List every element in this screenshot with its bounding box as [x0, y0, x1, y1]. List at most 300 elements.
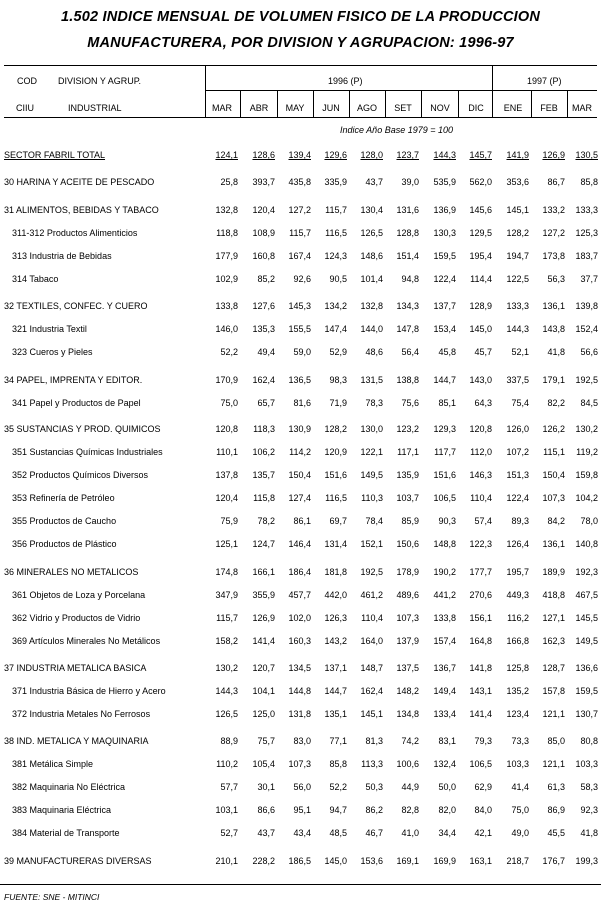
- row-value: 45,7: [474, 347, 492, 357]
- row-value: 162,4: [252, 375, 275, 385]
- row-value: 61,3: [547, 782, 565, 792]
- row-value: 442,0: [324, 590, 347, 600]
- row-value: 106,2: [252, 447, 275, 457]
- row-value: 108,9: [252, 228, 275, 238]
- row-value: 82,8: [401, 805, 419, 815]
- row-value: 89,3: [511, 516, 529, 526]
- row-value: 535,9: [433, 177, 456, 187]
- table-row: [0, 663, 601, 677]
- row-value: 75,9: [220, 516, 238, 526]
- row-value: 149,5: [575, 636, 598, 646]
- table-row: [0, 205, 601, 219]
- table-row: [0, 709, 601, 723]
- row-value: 106,5: [469, 759, 492, 769]
- row-value: 153,4: [433, 324, 456, 334]
- row-value: 218,7: [506, 856, 529, 866]
- row-value: 131,6: [396, 205, 419, 215]
- row-value: 144,7: [433, 375, 456, 385]
- row-value: 228,2: [252, 856, 275, 866]
- header-month: ENE: [503, 103, 523, 113]
- row-value: 84,2: [547, 516, 565, 526]
- row-value: 110,2: [216, 759, 238, 769]
- title-line-1: 1.502 INDICE MENSUAL DE VOLUMEN FISICO DE LA PRODUCCION: [60, 9, 541, 25]
- row-value: 192,5: [575, 375, 598, 385]
- table-row: [0, 398, 601, 412]
- row-value: 123,7: [396, 150, 419, 160]
- row-value: 128,6: [252, 150, 275, 160]
- row-label: 383 Maquinaria Eléctrica: [12, 805, 112, 815]
- row-value: 181,8: [324, 567, 347, 577]
- month-divider: [313, 90, 314, 118]
- row-value: 125,0: [252, 709, 275, 719]
- row-value: 46,7: [365, 828, 383, 838]
- row-value: 92,3: [580, 805, 598, 815]
- row-value: 128,0: [360, 150, 383, 160]
- row-value: 132,4: [433, 759, 456, 769]
- row-value: 189,9: [542, 567, 565, 577]
- row-value: 116,5: [325, 228, 347, 238]
- row-value: 166,8: [506, 636, 529, 646]
- row-value: 74,2: [401, 736, 419, 746]
- row-label: 321 Industria Textil: [12, 324, 87, 334]
- row-value: 52,2: [220, 347, 238, 357]
- row-label: 323 Cueros y Pieles: [12, 347, 93, 357]
- header-month: JUN: [322, 103, 340, 113]
- row-value: 132,8: [360, 301, 383, 311]
- row-value: 113,3: [361, 759, 383, 769]
- row-value: 418,8: [542, 590, 565, 600]
- row-value: 75,4: [511, 398, 529, 408]
- row-value: 126,0: [506, 424, 529, 434]
- row-value: 125,1: [215, 539, 238, 549]
- header-month: DIC: [468, 103, 484, 113]
- row-value: 52,1: [511, 347, 529, 357]
- row-label: 311-312 Productos Alimenticios: [12, 228, 138, 238]
- row-value: 128,2: [324, 424, 347, 434]
- row-value: 173,8: [542, 251, 565, 261]
- row-value: 145,1: [506, 205, 529, 215]
- row-value: 145,3: [288, 301, 311, 311]
- row-value: 127,4: [288, 493, 311, 503]
- row-value: 145,0: [324, 856, 347, 866]
- row-value: 562,0: [469, 177, 492, 187]
- row-value: 133,2: [542, 205, 565, 215]
- row-value: 134,5: [288, 663, 311, 673]
- row-value: 127,1: [542, 613, 565, 623]
- row-value: 133,8: [215, 301, 238, 311]
- header-month: MAR: [572, 103, 592, 113]
- row-value: 37,7: [580, 274, 598, 284]
- row-value: 126,5: [360, 228, 383, 238]
- row-value: 130,0: [360, 424, 383, 434]
- row-value: 130,3: [433, 228, 456, 238]
- row-value: 131,5: [360, 375, 383, 385]
- row-value: 103,3: [506, 759, 529, 769]
- row-value: 133,4: [433, 709, 456, 719]
- row-value: 120,4: [252, 205, 275, 215]
- row-label: 35 SUSTANCIAS Y PROD. QUIMICOS: [4, 424, 161, 434]
- header-year-1996: 1996 (P): [328, 76, 363, 86]
- row-value: 145,1: [360, 709, 383, 719]
- row-value: 130,7: [575, 709, 598, 719]
- row-value: 143,8: [542, 324, 565, 334]
- row-value: 45,8: [438, 347, 456, 357]
- table-row: [0, 567, 601, 581]
- row-value: 134,2: [324, 301, 347, 311]
- row-value: 143,1: [469, 686, 492, 696]
- row-value: 335,9: [324, 177, 347, 187]
- row-value: 159,5: [433, 251, 456, 261]
- row-value: 75,7: [257, 736, 275, 746]
- row-value: 105,4: [252, 759, 275, 769]
- row-label: 36 MINERALES NO METALICOS: [4, 567, 139, 577]
- row-value: 107,3: [288, 759, 311, 769]
- row-value: 120,9: [324, 447, 347, 457]
- row-label: 314 Tabaco: [12, 274, 59, 284]
- row-value: 174,8: [215, 567, 238, 577]
- row-value: 130,9: [288, 424, 311, 434]
- row-value: 101,4: [360, 274, 383, 284]
- row-value: 393,7: [252, 177, 275, 187]
- row-value: 151,6: [324, 470, 347, 480]
- row-value: 139,4: [288, 150, 311, 160]
- row-value: 25,8: [220, 177, 238, 187]
- row-value: 149,5: [360, 470, 383, 480]
- table-row: [0, 759, 601, 773]
- row-value: 52,2: [329, 782, 347, 792]
- row-value: 56,6: [580, 347, 598, 357]
- header-ciiu: CIIU: [16, 103, 34, 113]
- row-value: 81,3: [365, 736, 383, 746]
- row-value: 121,1: [542, 709, 565, 719]
- row-value: 145,0: [469, 324, 492, 334]
- row-value: 134,3: [396, 301, 419, 311]
- row-value: 144,3: [215, 686, 238, 696]
- row-value: 169,9: [433, 856, 456, 866]
- table-row: [0, 493, 601, 507]
- row-value: 141,4: [469, 709, 492, 719]
- row-value: 43,4: [293, 828, 311, 838]
- table-row: [0, 424, 601, 438]
- row-value: 128,9: [469, 301, 492, 311]
- row-value: 104,2: [575, 493, 598, 503]
- row-value: 146,4: [288, 539, 311, 549]
- row-value: 131,8: [288, 709, 311, 719]
- row-label: 352 Productos Químicos Diversos: [12, 470, 149, 480]
- month-divider: [458, 90, 459, 118]
- row-label: 39 MANUFACTURERAS DIVERSAS: [4, 856, 152, 866]
- row-value: 115,7: [216, 613, 238, 623]
- row-value: 178,9: [396, 567, 419, 577]
- header-month: NOV: [430, 103, 450, 113]
- row-value: 73,3: [511, 736, 529, 746]
- row-value: 57,7: [220, 782, 238, 792]
- table-row: [0, 590, 601, 604]
- row-value: 143,0: [469, 375, 492, 385]
- row-value: 141,9: [506, 150, 529, 160]
- row-value: 137,5: [396, 663, 419, 673]
- row-value: 136,6: [575, 663, 598, 673]
- row-value: 95,1: [293, 805, 311, 815]
- row-value: 133,8: [433, 613, 456, 623]
- row-label: 369 Artículos Minerales No Metálicos: [12, 636, 161, 646]
- row-value: 162,4: [360, 686, 383, 696]
- row-value: 135,2: [506, 686, 529, 696]
- row-value: 85,9: [401, 516, 419, 526]
- row-value: 120,4: [215, 493, 238, 503]
- row-value: 144,3: [506, 324, 529, 334]
- row-value: 103,3: [575, 759, 598, 769]
- row-value: 62,9: [474, 782, 492, 792]
- row-value: 148,6: [360, 251, 383, 261]
- table-row: [0, 274, 601, 288]
- row-value: 41,8: [547, 347, 565, 357]
- row-value: 83,0: [293, 736, 311, 746]
- row-value: 160,8: [252, 251, 275, 261]
- header-month: SET: [394, 103, 412, 113]
- row-value: 58,3: [580, 782, 598, 792]
- table-row: [0, 613, 601, 627]
- row-value: 122,4: [506, 493, 529, 503]
- row-value: 157,8: [542, 686, 565, 696]
- row-value: 159,5: [575, 686, 598, 696]
- row-value: 128,2: [506, 228, 529, 238]
- row-value: 86,6: [257, 805, 275, 815]
- row-value: 149,4: [433, 686, 456, 696]
- row-value: 131,4: [324, 539, 347, 549]
- row-value: 115,7: [325, 205, 347, 215]
- row-value: 179,1: [542, 375, 565, 385]
- row-value: 141,4: [252, 636, 275, 646]
- row-value: 164,0: [360, 636, 383, 646]
- header-divider: [205, 90, 597, 91]
- row-value: 126,4: [506, 539, 529, 549]
- row-value: 147,4: [324, 324, 347, 334]
- row-value: 85,8: [580, 177, 598, 187]
- row-label: 361 Objetos de Loza y Porcelana: [12, 590, 146, 600]
- row-value: 176,7: [542, 856, 565, 866]
- row-label: 384 Material de Transporte: [12, 828, 120, 838]
- row-value: 150,4: [542, 470, 565, 480]
- footer-divider: [0, 884, 601, 885]
- row-value: 177,7: [469, 567, 492, 577]
- row-value: 194,7: [506, 251, 529, 261]
- row-value: 169,1: [396, 856, 419, 866]
- row-value: 42,1: [474, 828, 492, 838]
- row-value: 118,8: [216, 228, 238, 238]
- row-value: 50,0: [438, 782, 456, 792]
- row-value: 449,3: [506, 590, 529, 600]
- row-value: 123,2: [396, 424, 419, 434]
- row-value: 158,2: [215, 636, 238, 646]
- table-row: [0, 782, 601, 796]
- row-value: 136,9: [433, 205, 456, 215]
- row-value: 78,3: [365, 398, 383, 408]
- row-value: 130,4: [360, 205, 383, 215]
- row-value: 127,2: [288, 205, 311, 215]
- row-value: 79,3: [474, 736, 492, 746]
- table-row: [0, 856, 601, 870]
- row-value: 81,6: [293, 398, 311, 408]
- row-value: 94,8: [401, 274, 419, 284]
- row-value: 144,7: [324, 686, 347, 696]
- row-value: 199,3: [575, 856, 598, 866]
- month-divider: [421, 90, 422, 118]
- row-value: 461,2: [360, 590, 383, 600]
- row-value: 151,3: [506, 470, 529, 480]
- row-value: 126,5: [215, 709, 238, 719]
- row-value: 114,2: [289, 447, 311, 457]
- row-value: 122,5: [506, 274, 529, 284]
- row-value: 145,6: [469, 205, 492, 215]
- row-value: 132,8: [215, 205, 238, 215]
- table-row: [0, 516, 601, 530]
- row-value: 43,7: [257, 828, 275, 838]
- row-value: 112,0: [470, 447, 492, 457]
- row-value: 119,2: [576, 447, 598, 457]
- row-value: 124,7: [252, 539, 275, 549]
- row-value: 148,2: [396, 686, 419, 696]
- row-label: 32 TEXTILES, CONFEC. Y CUERO: [4, 301, 148, 311]
- row-value: 136,1: [542, 539, 565, 549]
- row-value: 337,5: [506, 375, 529, 385]
- row-value: 56,3: [547, 274, 565, 284]
- row-value: 107,2: [506, 447, 529, 457]
- row-value: 115,7: [289, 228, 311, 238]
- row-value: 353,6: [506, 177, 529, 187]
- row-value: 78,4: [365, 516, 383, 526]
- row-value: 137,1: [324, 663, 347, 673]
- row-value: 159,8: [575, 470, 598, 480]
- row-label: 382 Maquinaria No Eléctrica: [12, 782, 126, 792]
- row-value: 106,5: [433, 493, 456, 503]
- row-value: 45,5: [547, 828, 565, 838]
- row-value: 457,7: [288, 590, 311, 600]
- row-value: 133,3: [575, 205, 598, 215]
- row-label: 372 Industria Metales No Ferrosos: [12, 709, 151, 719]
- row-value: 65,7: [257, 398, 275, 408]
- header-year-1997: 1997 (P): [527, 76, 562, 86]
- row-value: 139,8: [575, 301, 598, 311]
- header-month: ABR: [249, 103, 269, 113]
- row-value: 146,0: [215, 324, 238, 334]
- source-note: FUENTE: SNE - MITINCI: [4, 892, 100, 902]
- row-value: 90,5: [329, 274, 347, 284]
- row-label: SECTOR FABRIL TOTAL: [4, 150, 106, 160]
- row-value: 136,1: [542, 301, 565, 311]
- row-value: 107,3: [396, 613, 419, 623]
- row-value: 148,7: [360, 663, 383, 673]
- row-value: 192,5: [360, 567, 383, 577]
- month-divider: [567, 90, 568, 118]
- table-row: [0, 805, 601, 819]
- row-value: 117,1: [397, 447, 419, 457]
- table-row: [0, 251, 601, 265]
- month-divider: [277, 90, 278, 118]
- row-value: 467,5: [575, 590, 598, 600]
- row-value: 137,9: [396, 636, 419, 646]
- row-value: 43,7: [365, 177, 383, 187]
- row-value: 85,8: [329, 759, 347, 769]
- header-month: AGO: [356, 103, 377, 113]
- row-value: 90,3: [438, 516, 456, 526]
- row-value: 126,2: [542, 424, 565, 434]
- row-value: 144,8: [288, 686, 311, 696]
- row-value: 195,4: [469, 251, 492, 261]
- row-value: 151,6: [433, 470, 456, 480]
- row-value: 103,7: [396, 493, 419, 503]
- row-value: 135,7: [252, 470, 275, 480]
- row-value: 143,2: [324, 636, 347, 646]
- row-value: 117,7: [434, 447, 456, 457]
- row-value: 85,2: [257, 274, 275, 284]
- row-value: 126,9: [252, 613, 275, 623]
- row-value: 86,2: [365, 805, 383, 815]
- row-value: 80,8: [580, 736, 598, 746]
- row-label: 356 Productos de Plástico: [12, 539, 117, 549]
- row-value: 103,1: [215, 805, 238, 815]
- table-row: [0, 539, 601, 553]
- month-divider: [531, 90, 532, 118]
- row-value: 116,5: [325, 493, 347, 503]
- row-value: 78,0: [580, 516, 598, 526]
- row-value: 85,1: [438, 398, 456, 408]
- row-value: 86,7: [547, 177, 565, 187]
- row-value: 30,1: [257, 782, 275, 792]
- row-value: 135,1: [324, 709, 347, 719]
- row-value: 160,3: [288, 636, 311, 646]
- row-value: 122,4: [433, 274, 456, 284]
- row-label: 37 INDUSTRIA METALICA BASICA: [4, 663, 147, 673]
- row-value: 104,1: [252, 686, 275, 696]
- row-value: 137,7: [433, 301, 456, 311]
- row-value: 75,0: [511, 805, 529, 815]
- row-value: 166,1: [252, 567, 275, 577]
- row-value: 75,6: [401, 398, 419, 408]
- row-value: 125,8: [506, 663, 529, 673]
- row-value: 118,3: [253, 424, 275, 434]
- header-month: MAY: [285, 103, 305, 113]
- row-value: 123,4: [506, 709, 529, 719]
- row-value: 115,1: [543, 447, 565, 457]
- row-value: 130,2: [215, 663, 238, 673]
- row-value: 82,0: [438, 805, 456, 815]
- row-label: 371 Industria Básica de Hierro y Acero: [12, 686, 166, 696]
- table-row: [0, 636, 601, 650]
- header-industrial: INDUSTRIAL: [68, 103, 122, 113]
- row-value: 110,1: [216, 447, 238, 457]
- row-value: 48,6: [365, 347, 383, 357]
- row-value: 77,1: [329, 736, 347, 746]
- row-value: 167,4: [288, 251, 311, 261]
- row-value: 136,5: [288, 375, 311, 385]
- row-value: 102,0: [288, 613, 311, 623]
- row-value: 355,9: [252, 590, 275, 600]
- table-row: [0, 324, 601, 338]
- row-value: 88,9: [220, 736, 238, 746]
- row-value: 138,8: [396, 375, 419, 385]
- row-value: 86,9: [547, 805, 565, 815]
- row-value: 71,9: [329, 398, 347, 408]
- table-row: [0, 375, 601, 389]
- row-value: 435,8: [288, 177, 311, 187]
- header-cod: COD: [17, 76, 37, 86]
- table-row: [0, 228, 601, 242]
- row-value: 130,5: [575, 150, 598, 160]
- table-row: [0, 347, 601, 361]
- row-value: 114,4: [470, 274, 492, 284]
- row-value: 134,8: [396, 709, 419, 719]
